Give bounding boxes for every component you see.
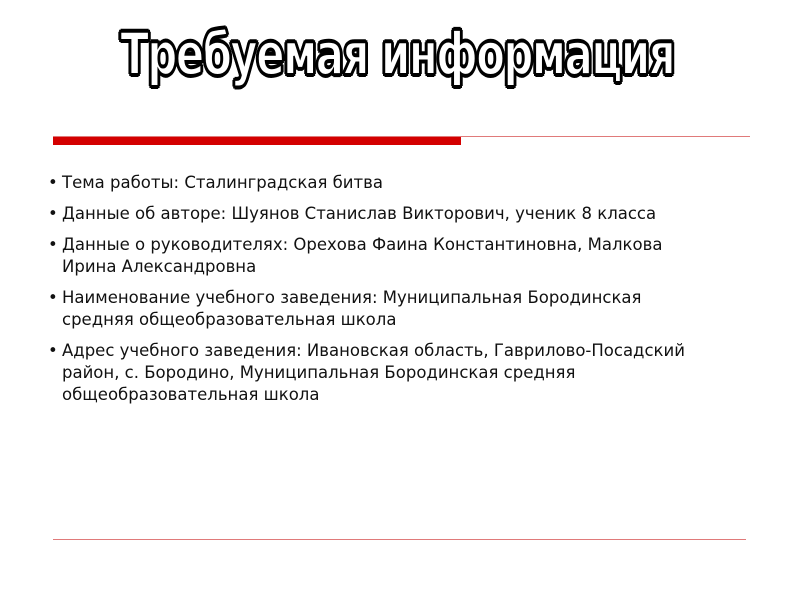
bullet-icon: • — [48, 288, 58, 307]
bullet-icon: • — [48, 173, 58, 192]
bottom-thin-divider — [53, 539, 746, 540]
list-item-topic — [48, 172, 688, 194]
list-item-text: Адрес учебного заведения: Ивановская область, Гаврилово-Посадский район, с. Бородино, Муниципальная Бородинская средняя общеобразовательная школа — [62, 341, 685, 404]
list-item-text: Данные об авторе: Шуянов Станислав Викторович, ученик 8 класса — [62, 204, 657, 223]
bullet-icon: • — [48, 235, 58, 254]
slide-title: Требуемая информация — [120, 20, 675, 88]
list-item-school-address — [48, 340, 688, 406]
list-item-text: Тема работы: Сталинградская битва — [62, 173, 383, 192]
list-item-text: Наименование учебного заведения: Муниципальная Бородинская средняя общеобразовательная школа — [62, 288, 642, 329]
list-item-supervisors — [48, 234, 688, 278]
list-item-text: Данные о руководителях: Орехова Фаина Константиновна, Малкова Ирина Александровна — [62, 235, 663, 276]
bullet-icon: • — [48, 204, 58, 223]
list-item-author — [48, 203, 688, 225]
info-list — [48, 172, 688, 415]
top-accent-bar — [53, 137, 461, 145]
list-item-school-name — [48, 287, 688, 331]
bullet-icon: • — [48, 341, 58, 360]
